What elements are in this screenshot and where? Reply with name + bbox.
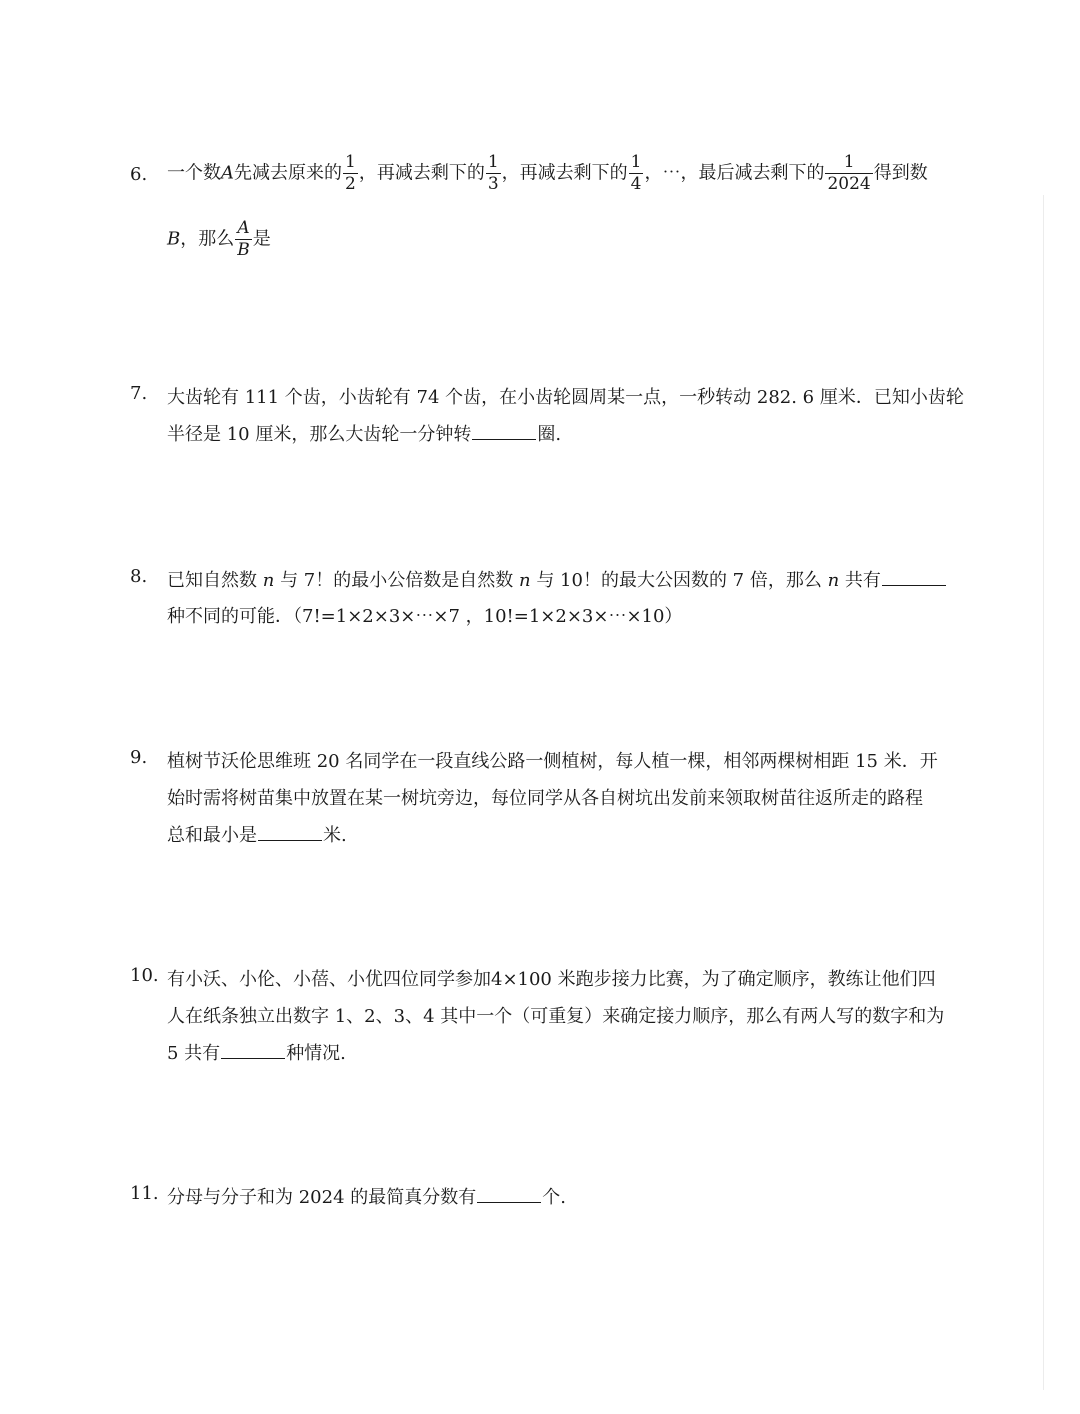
question-6-line-1: 一个数A先减去原来的 $\frac{1}{2}$ ，再减去剩下的 $\frac{1}{3}$ ，再减去剩下的 $\frac{1}{4}$ ，⋯，最后减去剩下的 $\frac{1}{2024}$ 得到数 — [167, 152, 928, 194]
question-10-line-3: 5 共有 种情况. — [167, 1043, 346, 1064]
answer-blank[interactable] — [477, 1188, 541, 1203]
fraction-1-2: $\frac{1}{2}$ — [345, 152, 356, 194]
question-number: 9. — [130, 747, 148, 768]
question-number: 6. — [130, 164, 148, 185]
fraction-1-2024: $\frac{1}{2024}$ — [827, 152, 871, 194]
question-number: 8. — [130, 566, 148, 587]
question-9-line-2: 始时需将树苗集中放置在某一树坑旁边，每位同学从各自树坑出发前来领取树苗往返所走的路程 — [167, 788, 923, 809]
question-7-line-2: 半径是 10 厘米，那么大齿轮一分钟转 圈. — [167, 424, 562, 445]
question-number: 10. — [130, 965, 159, 986]
question-10-line-2: 人在纸条独立出数字 1、2、3、4 其中一个（可重复）来确定接力顺序，那么有两人写的数字和为 — [167, 1006, 945, 1027]
question-8-line-1: 已知自然数 n 与 7！的最小公倍数是自然数 n 与 10！的最大公因数的 7 倍，那么 n 共有 — [167, 566, 947, 592]
answer-blank[interactable] — [221, 1044, 285, 1059]
question-10-line-1: 有小沃、小伦、小蓓、小优四位同学参加4×100 米跑步接力比赛，为了确定顺序，教练让他们四 — [167, 969, 936, 990]
page-edge-line — [1043, 195, 1044, 1390]
fraction-a-over-b: $\frac{A}{B}$ — [237, 218, 250, 260]
fraction-1-3: $\frac{1}{3}$ — [487, 152, 499, 194]
question-number: 11. — [130, 1183, 159, 1204]
question-9-line-3: 总和最小是 米. — [167, 825, 347, 846]
answer-blank[interactable] — [882, 571, 946, 586]
question-7-line-1: 大齿轮有 111 个齿，小齿轮有 74 个齿，在小齿轮圆周某一点，一秒转动 282. 6 厘米．已知小齿轮 — [167, 387, 964, 408]
question-11-line-1: 分母与分子和为 2024 的最简真分数有 个. — [167, 1187, 566, 1208]
question-6-line-2: B，那么 $\frac{A}{B}$ 是 — [167, 218, 271, 260]
answer-blank[interactable] — [472, 425, 536, 440]
variable-a: A — [221, 162, 234, 184]
question-9-line-1: 植树节沃伦思维班 20 名同学在一段直线公路一侧植树，每人植一棵，相邻两棵树相距 15 米．开 — [167, 751, 938, 772]
question-number: 7. — [130, 383, 148, 404]
answer-blank[interactable] — [258, 826, 322, 841]
fraction-1-4: $\frac{1}{4}$ — [630, 152, 642, 194]
variable-b: B — [167, 228, 181, 250]
question-8-line-2: 种不同的可能．（7!=1×2×3×⋯×7 ，10!=1×2×3×⋯×10） — [167, 606, 683, 627]
